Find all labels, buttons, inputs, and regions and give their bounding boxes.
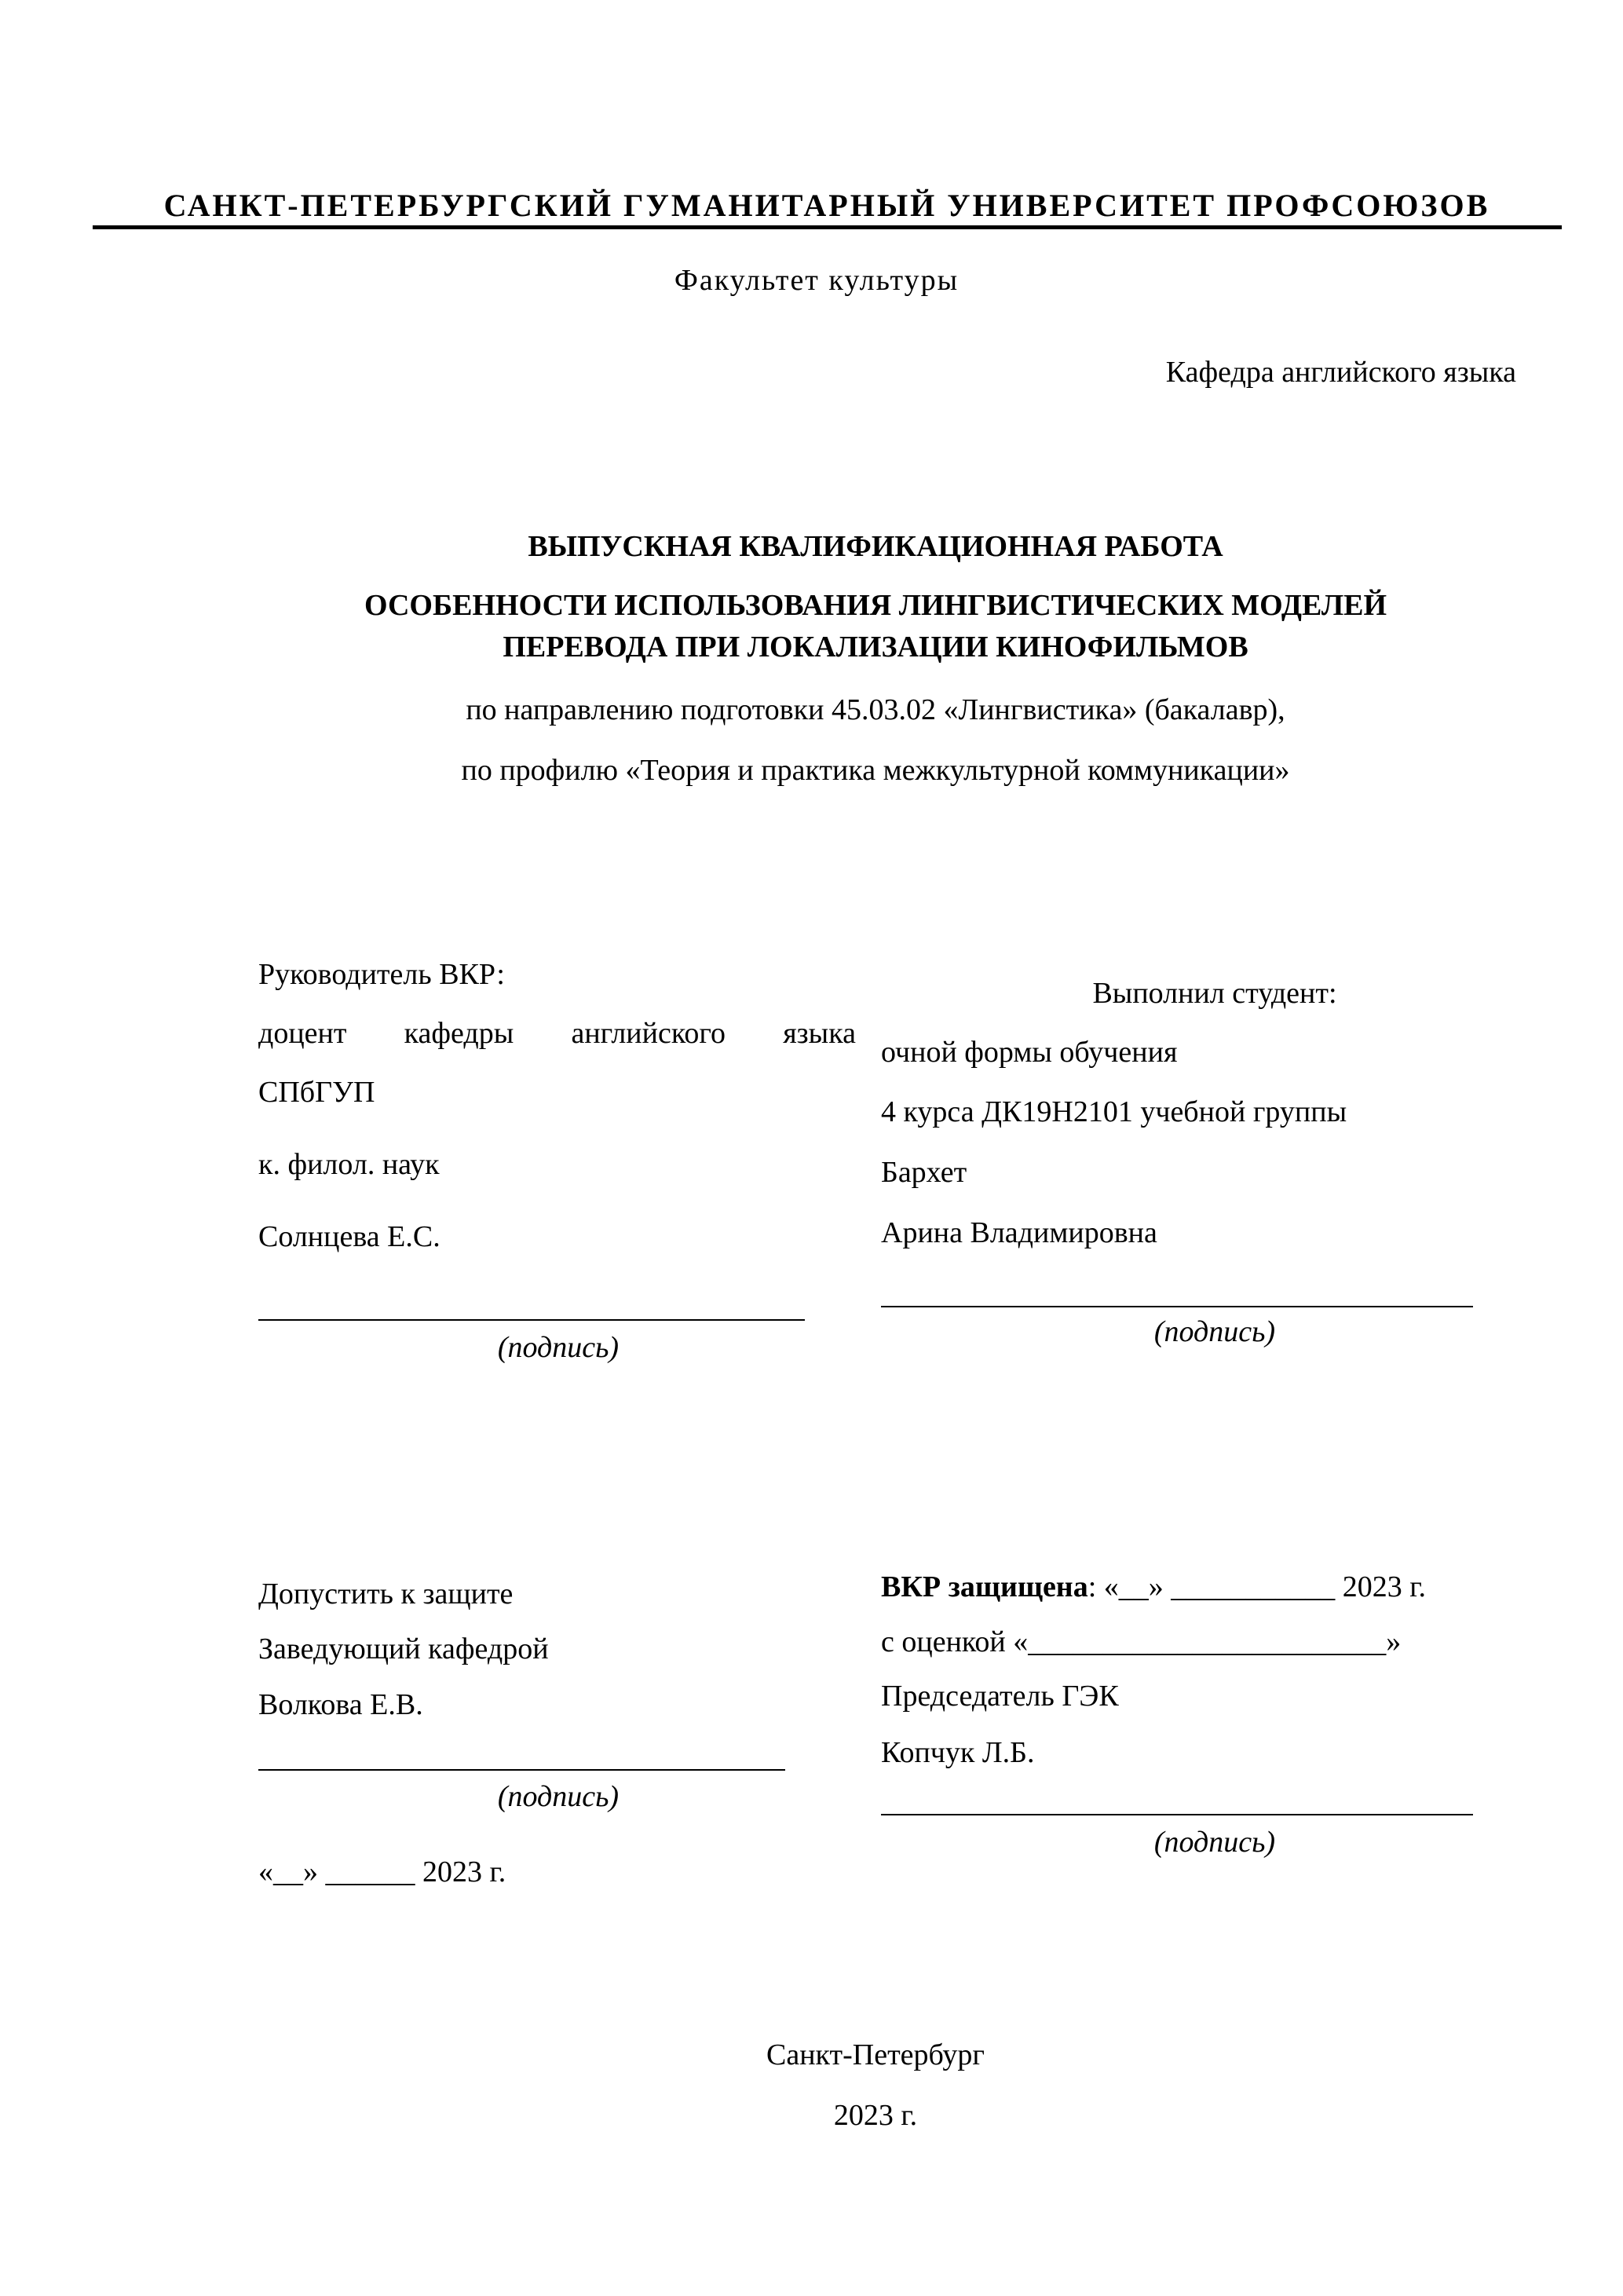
defense-grade: с оценкой «________________________» bbox=[881, 1625, 1402, 1658]
defense-label: ВКР защищена bbox=[881, 1570, 1088, 1603]
city: Санкт-Петербург bbox=[766, 2038, 985, 2071]
header-rule bbox=[93, 225, 1562, 229]
student-group: 4 курса ДК19Н2101 учебной группы bbox=[881, 1095, 1347, 1128]
student-signature-caption: (подпись) bbox=[1153, 1315, 1276, 1348]
defense-date: : «__» ___________ 2023 г. bbox=[1087, 1570, 1427, 1603]
word: доцент bbox=[258, 1017, 347, 1050]
chair-signature-line bbox=[881, 1814, 1473, 1815]
department-name: Кафедра английского языка bbox=[1165, 356, 1516, 389]
supervisor-signature-caption: (подпись) bbox=[497, 1331, 620, 1364]
supervisor-position-line-1 bbox=[258, 1016, 856, 1051]
supervisor-signature-line bbox=[258, 1319, 805, 1321]
head-signature-line bbox=[258, 1769, 785, 1771]
chair-signature-caption: (подпись) bbox=[1153, 1826, 1276, 1859]
admission-label: Допустить к защите bbox=[258, 1578, 514, 1610]
topic-line-2: ПЕРЕВОДА ПРИ ЛОКАЛИЗАЦИИ КИНОФИЛЬМОВ bbox=[503, 631, 1248, 664]
student-label: Выполнил студент: bbox=[1092, 977, 1337, 1010]
defense-status bbox=[881, 1570, 1426, 1604]
admission-date: «__» ______ 2023 г. bbox=[258, 1855, 506, 1888]
direction: по направлению подготовки 45.03.02 «Лингвистика» (бакалавр), bbox=[466, 693, 1285, 726]
student-form: очной формы обучения bbox=[881, 1036, 1178, 1069]
profile: по профилю «Теория и практика межкультурной коммуникации» bbox=[461, 754, 1290, 787]
word: английского bbox=[571, 1017, 726, 1050]
head-signature-caption: (подпись) bbox=[497, 1780, 620, 1813]
supervisor-label: Руководитель ВКР: bbox=[258, 958, 505, 991]
work-type: ВЫПУСКНАЯ КВАЛИФИКАЦИОННАЯ РАБОТА bbox=[528, 530, 1223, 563]
supervisor-position-line-2: СПбГУП bbox=[258, 1076, 375, 1109]
university-name: САНКТ-ПЕТЕРБУРГСКИЙ ГУМАНИТАРНЫЙ УНИВЕРСИТЕТ ПРОФСОЮЗОВ bbox=[163, 188, 1490, 223]
topic-line-1: ОСОБЕННОСТИ ИСПОЛЬЗОВАНИЯ ЛИНГВИСТИЧЕСКИХ МОДЕЛЕЙ bbox=[364, 589, 1387, 622]
student-surname: Бархет bbox=[881, 1156, 967, 1189]
supervisor-degree: к. филол. наук bbox=[258, 1148, 440, 1181]
student-signature-line bbox=[881, 1306, 1473, 1307]
word: кафедры bbox=[404, 1017, 514, 1050]
chair-name: Копчук Л.Б. bbox=[881, 1736, 1035, 1769]
head-title: Заведующий кафедрой bbox=[258, 1632, 549, 1665]
chair-title: Председатель ГЭК bbox=[881, 1680, 1119, 1713]
faculty-name: Факультет культуры bbox=[674, 264, 960, 297]
student-name: Арина Владимировна bbox=[881, 1216, 1157, 1249]
supervisor-name: Солнцева Е.С. bbox=[258, 1220, 440, 1253]
year: 2023 г. bbox=[833, 2099, 918, 2132]
head-name: Волкова Е.В. bbox=[258, 1688, 423, 1721]
word: языка bbox=[783, 1017, 856, 1050]
